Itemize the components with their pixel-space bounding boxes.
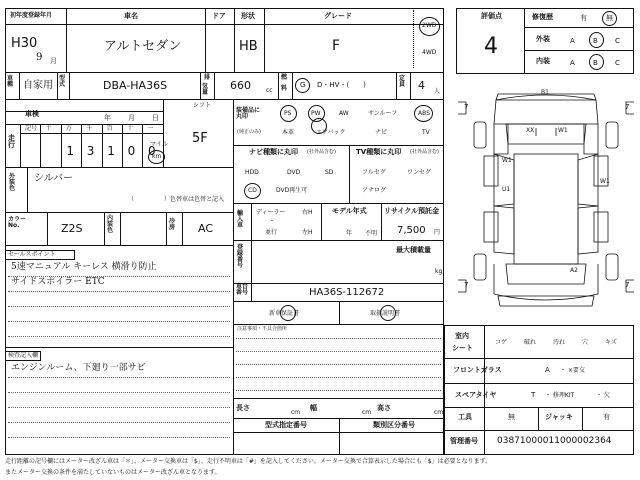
reg-no-label: 登録番号 <box>237 244 244 269</box>
ext-a: A <box>570 37 575 45</box>
color-note: （ ）色替車は色替と記入 <box>128 196 225 203</box>
disp-label-2: 気量 <box>202 83 209 96</box>
max-load-label: 最大積載量 <box>396 246 431 254</box>
first-reg-label: 初年度登録年月 <box>10 12 53 19</box>
tools-value: 無 <box>508 413 515 421</box>
chassis-value: HA36S-112672 <box>309 287 385 298</box>
dmg-a2: A2 <box>570 267 578 274</box>
dmg-w1c: W1 <box>600 178 610 185</box>
fuel-label-1: 燃 <box>281 74 288 81</box>
import-label: 輸入車 <box>237 210 244 229</box>
digit-value: 3 <box>86 144 95 158</box>
tv-sub: (社外品含む) <box>410 149 439 155</box>
usage-value: 自家用 <box>23 80 53 91</box>
warranty-new: 新車保証書 <box>269 310 300 317</box>
capacity-label: 定員 <box>399 75 406 88</box>
ext-label: 外装 <box>536 35 550 43</box>
dmg-xx: XX <box>526 127 535 134</box>
mile-label: マイル <box>150 141 168 148</box>
equip-label: 装備品に丸印 <box>236 107 261 120</box>
import-dealer: ディーラー <box>256 209 286 216</box>
model-year-year: 年 <box>346 230 353 237</box>
spare-label: スペアタイヤ <box>455 391 497 399</box>
digit-divider <box>61 124 62 167</box>
interior-yogore: 汚れ <box>553 339 566 346</box>
max-load-unit: kg <box>435 268 443 275</box>
disp-label-1: 排 <box>204 74 211 81</box>
first-reg-month-unit: 月 <box>50 57 57 65</box>
interior-koge: コゲ <box>495 339 508 346</box>
car-name-value: アルトセダン <box>104 39 182 54</box>
dmg-b1: B1 <box>541 89 549 96</box>
navi-sd: SD <box>325 169 334 176</box>
sales-point-line1: 5速マニュアル キーレス 横滑り防止 <box>11 262 157 272</box>
tools-label: 工具 <box>458 413 472 421</box>
import-dot: ・ <box>269 218 276 225</box>
fuel-options: D・HV・( ) <box>317 81 366 89</box>
digit-value: 1 <box>107 144 115 158</box>
inspector-line1: エンジンルーム、下廻り一部サビ <box>11 363 146 373</box>
digit-divider <box>102 124 103 167</box>
shape-label: 形状 <box>241 12 255 20</box>
tv-title: TV種類に丸印 <box>356 148 402 156</box>
ext-b: B <box>593 37 598 45</box>
navi-sub: (社外品含む) <box>307 149 336 155</box>
int-label: 内装 <box>536 57 550 65</box>
shift-label: シフト <box>193 102 212 109</box>
interior-label-2: シート <box>452 344 473 352</box>
repair-yes: 有 <box>580 14 587 22</box>
glass-a: A <box>545 366 550 374</box>
tv-one: ワンセグ <box>407 169 432 176</box>
inspector-label: 検査記入欄 <box>8 352 39 359</box>
equip-ps: PS <box>284 110 292 117</box>
shift-value: 5F <box>192 131 208 146</box>
notes-label: 注意事項・不具合箇所 <box>237 326 288 332</box>
disp-unit: cc <box>266 87 273 94</box>
first-reg-month: 9 <box>36 52 43 63</box>
repair-no: 無 <box>606 14 613 22</box>
import-parallel: 並行 <box>265 229 278 236</box>
int-color-label: 内装色 <box>107 215 114 234</box>
4wd-label: 4WD <box>422 49 437 56</box>
spare-t: T <box>531 391 536 399</box>
equip-sub: (純正のみ) <box>237 129 261 135</box>
manage-label: 管理番号 <box>450 437 478 445</box>
dmg-seven-bl: 7 <box>464 281 469 289</box>
glass-label: フロントガラス <box>453 366 502 374</box>
first-reg-year: H30 <box>11 36 38 51</box>
equip-navi: ナビ <box>375 129 388 136</box>
navi-title: ナビ種類に丸印 <box>249 148 298 156</box>
equip-pw: PW <box>311 110 321 117</box>
inspection-year: 年 <box>104 114 111 122</box>
digit-label: 十 <box>127 125 134 132</box>
dim-height-label: 高さ <box>377 404 391 412</box>
digit-divider <box>40 124 41 167</box>
usage-label: 車種 <box>7 75 14 88</box>
sales-point-label: セールスポイント <box>8 251 56 258</box>
dmg-w1a: W1 <box>558 127 568 134</box>
model-year-label: モデル年式 <box>332 207 367 215</box>
interior-kizu: キズ <box>605 339 617 346</box>
recycle-unit: 円 <box>434 229 441 236</box>
int-a: A <box>570 59 575 67</box>
chassis-label: 車台番号 <box>236 283 249 296</box>
navi-cd: CD <box>248 187 257 194</box>
class-no-label: 類別区分番号 <box>373 421 415 429</box>
fuel-g: G <box>300 81 306 89</box>
inspection-rest: 日 <box>152 114 159 122</box>
ac-label: 冷房 <box>169 218 176 231</box>
shape-value: HB <box>239 39 258 54</box>
equip-abs: ABS <box>418 110 430 117</box>
equip-tv: TV <box>422 129 430 136</box>
import-right: 右H <box>302 209 313 216</box>
dim-height-unit: cm <box>434 409 444 416</box>
navi-dvd-play: DVD再生可 <box>276 187 308 194</box>
equip-leather: 本革 <box>282 129 295 136</box>
color-no-label: カラーNo. <box>8 216 27 229</box>
capacity-value: 4 <box>418 79 425 92</box>
dim-length-unit: cm <box>291 409 301 416</box>
jack-value: 有 <box>603 413 610 421</box>
sales-point-line2: サイドスポイラー ETC <box>11 277 105 287</box>
inspection-month: 月 <box>128 114 135 122</box>
mileage-side: 走行 <box>8 134 15 149</box>
equip-airbag: エアバック <box>316 129 346 136</box>
int-c: C <box>615 59 620 67</box>
dmg-seven-tl: 7 <box>464 103 469 111</box>
km-label: km <box>152 153 162 160</box>
color-value: シルバー <box>34 173 74 184</box>
ext-c: C <box>615 37 620 45</box>
spare-kit: ・ 修理KIT <box>545 392 575 399</box>
dmg-w1b: W1 <box>502 157 512 164</box>
glass-note: ・ ×要交 <box>560 367 585 374</box>
dmg-seven-tr: 7 <box>625 103 630 111</box>
digit-label: 一 <box>147 125 154 132</box>
digit-label: 千 <box>86 125 93 132</box>
car-diagram <box>456 84 636 324</box>
repair-label: 修復歴 <box>532 13 553 21</box>
digit-label: 百 <box>106 125 113 132</box>
digit-value: 0 <box>148 144 156 158</box>
digit-value: 0 <box>127 144 136 158</box>
digit-divider <box>122 124 123 167</box>
color-side: 外装色 <box>9 173 16 192</box>
digit-label: 記号 <box>25 125 38 132</box>
equip-sunroof: サンルーフ <box>368 110 398 117</box>
inspection-label: 車検 <box>25 110 39 118</box>
grade-label: グレード <box>324 12 352 20</box>
digit-divider <box>81 124 82 167</box>
digit-label: 十 <box>45 125 52 132</box>
grade-value: F <box>332 38 341 54</box>
disp-value: 660 <box>230 79 251 92</box>
score-value: 4 <box>484 34 498 59</box>
tv-full: フルセグ <box>362 169 386 176</box>
model-value: DBA-HA36S <box>103 79 168 92</box>
model-label: 型式 <box>59 75 66 88</box>
jack-label: ジャッキ <box>545 413 573 421</box>
dim-length-label: 長さ <box>236 404 250 412</box>
navi-hdd: HDD <box>245 169 259 176</box>
import-left: 左H <box>302 229 313 236</box>
digit-value: 1 <box>66 144 75 158</box>
recycle-label: リサイクル預託金 <box>384 207 440 215</box>
score-label: 評価点 <box>481 12 502 20</box>
interior-yabure: 破れ <box>524 339 537 346</box>
car-name-label: 車名 <box>124 12 138 20</box>
type-no-label: 型式指定番号 <box>265 421 307 429</box>
tv-analog: アナログ <box>362 187 387 194</box>
interior-ana: 穴 <box>582 339 589 346</box>
recycle-value: 7,500 <box>397 225 426 236</box>
dim-width-label: 幅 <box>310 404 317 412</box>
dmg-seven-br: 7 <box>625 281 630 289</box>
color-no-value: Z2S <box>61 222 83 235</box>
door-label: ドア <box>212 12 226 20</box>
manage-value: 03871000011000002364 <box>497 436 612 446</box>
digit-divider <box>142 124 143 167</box>
footer-line2: またメーター交換の条件を満たしていないものはメーター改ざん車となります。 <box>5 469 221 476</box>
interior-label-1: 室内 <box>455 332 469 340</box>
footer-line1: 走行距離の記号欄にはメーター改ざん車は「＊」、メーター交換車は「$」、走行不明車は「#」を記入してください。メーター交換で合算表示した場合にも「$」は必要となります。 <box>5 458 492 465</box>
warranty-manual: 取扱説明書 <box>370 310 401 317</box>
capacity-unit: 人 <box>434 88 441 95</box>
model-year-unknown: 不明 <box>365 230 378 237</box>
navi-dvd: DVD <box>287 169 301 176</box>
spare-none: ・ 欠 <box>596 392 610 399</box>
equip-aw: AW <box>339 110 349 117</box>
2wd-label: 2WD <box>422 22 437 29</box>
dmg-u1: U1 <box>502 186 511 193</box>
digit-label: 万 <box>65 125 72 132</box>
dim-width-unit: cm <box>362 409 372 416</box>
ac-value: AC <box>198 222 214 235</box>
int-b: B <box>593 59 598 67</box>
fuel-label-2: 料 <box>281 85 288 92</box>
